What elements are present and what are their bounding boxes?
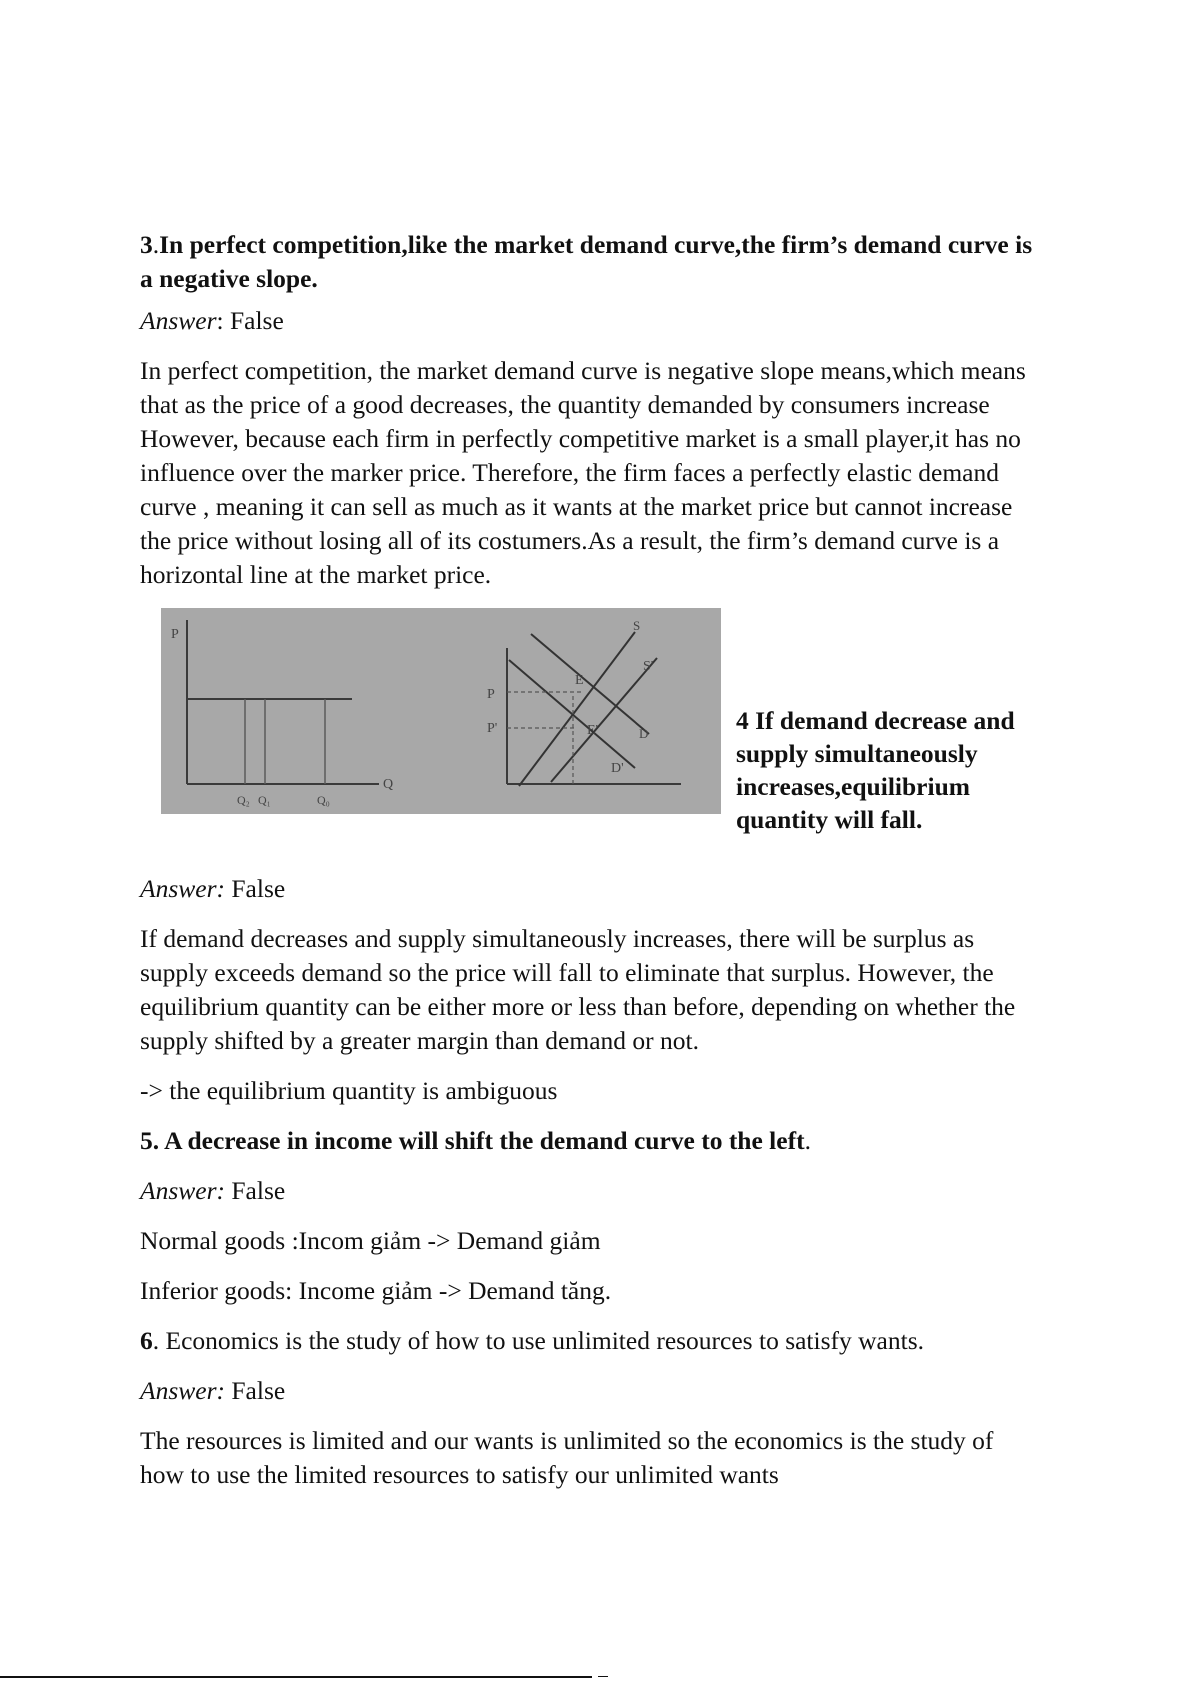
right-graph-s: S — [633, 618, 641, 633]
right-graph-e: E — [575, 673, 584, 688]
question-5 — [140, 1124, 1040, 1158]
answer-3 — [140, 304, 1040, 338]
question-6-number: 6 — [140, 1326, 153, 1355]
question-4: 4 If demand decrease and supply simultaneously increases,equilibrium quantity will fall. — [736, 706, 1015, 834]
figure-row — [140, 608, 1040, 866]
answer-5-value: False — [225, 1176, 286, 1205]
footer-rule-dash — [598, 1676, 608, 1677]
right-graph-d: D — [639, 726, 649, 741]
question-6-text: . Economics is the study of how to use unlimited resources to satisfy wants. — [152, 1326, 925, 1355]
question-3-text: In perfect competition,like the market demand curve,the firm’s demand curve is a negative slope. — [140, 230, 1033, 293]
document-body — [140, 228, 1040, 1508]
answer-3-label: Answer — [140, 306, 217, 335]
question-3-number: 3 — [140, 230, 153, 259]
answer-6-label: Answer: — [140, 1376, 225, 1405]
left-graph-tick-q0: Q₀ — [317, 793, 330, 807]
answer-4-label: Answer: — [140, 874, 225, 903]
answer-4 — [140, 872, 1040, 906]
graph-photo — [161, 608, 721, 814]
question-5-text: 5. A decrease in income will shift the demand curve to the left — [140, 1126, 805, 1155]
left-graph-y-label: P — [171, 627, 179, 642]
left-graph-tick-q1: Q₁ — [258, 793, 271, 807]
right-graph-e-prime: E' — [587, 723, 599, 738]
left-graph-tick-q2: Q₂ — [237, 793, 250, 807]
graph-drawing — [161, 608, 721, 814]
conclusion-4: -> the equilibrium quantity is ambiguous — [140, 1076, 558, 1105]
question-6 — [140, 1324, 1040, 1358]
normal-goods-line: Normal goods :Incom giảm -> Demand giảm — [140, 1226, 601, 1255]
answer-4-value: False — [225, 874, 286, 903]
question-3 — [140, 228, 1040, 296]
answer-6 — [140, 1374, 1040, 1408]
answer-5-label: Answer: — [140, 1176, 225, 1205]
left-graph-x-label: Q — [383, 777, 394, 792]
question-3-dot: . — [152, 230, 160, 259]
answer-3-sep: : — [216, 306, 230, 335]
right-graph-d-prime: D' — [611, 761, 624, 776]
right-graph-p: P — [487, 687, 495, 702]
explanation-4: If demand decreases and supply simultaneously increases, there will be surplus as supply exceeds demand so the price will fall to eliminate that surplus. However, the equilibrium quantity can be either more or less than before, depending on whether the supply shifted by a greater margin than demand or not. — [140, 924, 1016, 1055]
answer-5 — [140, 1174, 1040, 1208]
answer-6-value: False — [225, 1376, 286, 1405]
explanation-3: In perfect competition, the market demand curve is negative slope means,which means that as the price of a good decreases, the quantity demanded by consumers increase However, because each firm in perfectly competitive market is a small player,it has no influence over the marker price. Therefore, the firm faces a perfectly elastic demand curve , meaning it can sell as much as it wants at the market price but cannot increase the price without losing all of its costumers.As a result, the firm’s demand curve is a horizontal line at the market price. — [140, 356, 1026, 589]
question-5-period: . — [804, 1126, 811, 1155]
right-graph-s-prime: S' — [643, 659, 654, 674]
explanation-6: The resources is limited and our wants is unlimited so the economics is the study of how to use the limited resources to satisfy our unlimited wants — [140, 1426, 994, 1489]
right-graph-p-prime: P' — [487, 721, 498, 736]
footer-rule — [0, 1676, 592, 1678]
answer-3-value: False — [229, 306, 284, 335]
inferior-goods-line: Inferior goods: Income giảm -> Demand tăng. — [140, 1276, 612, 1305]
